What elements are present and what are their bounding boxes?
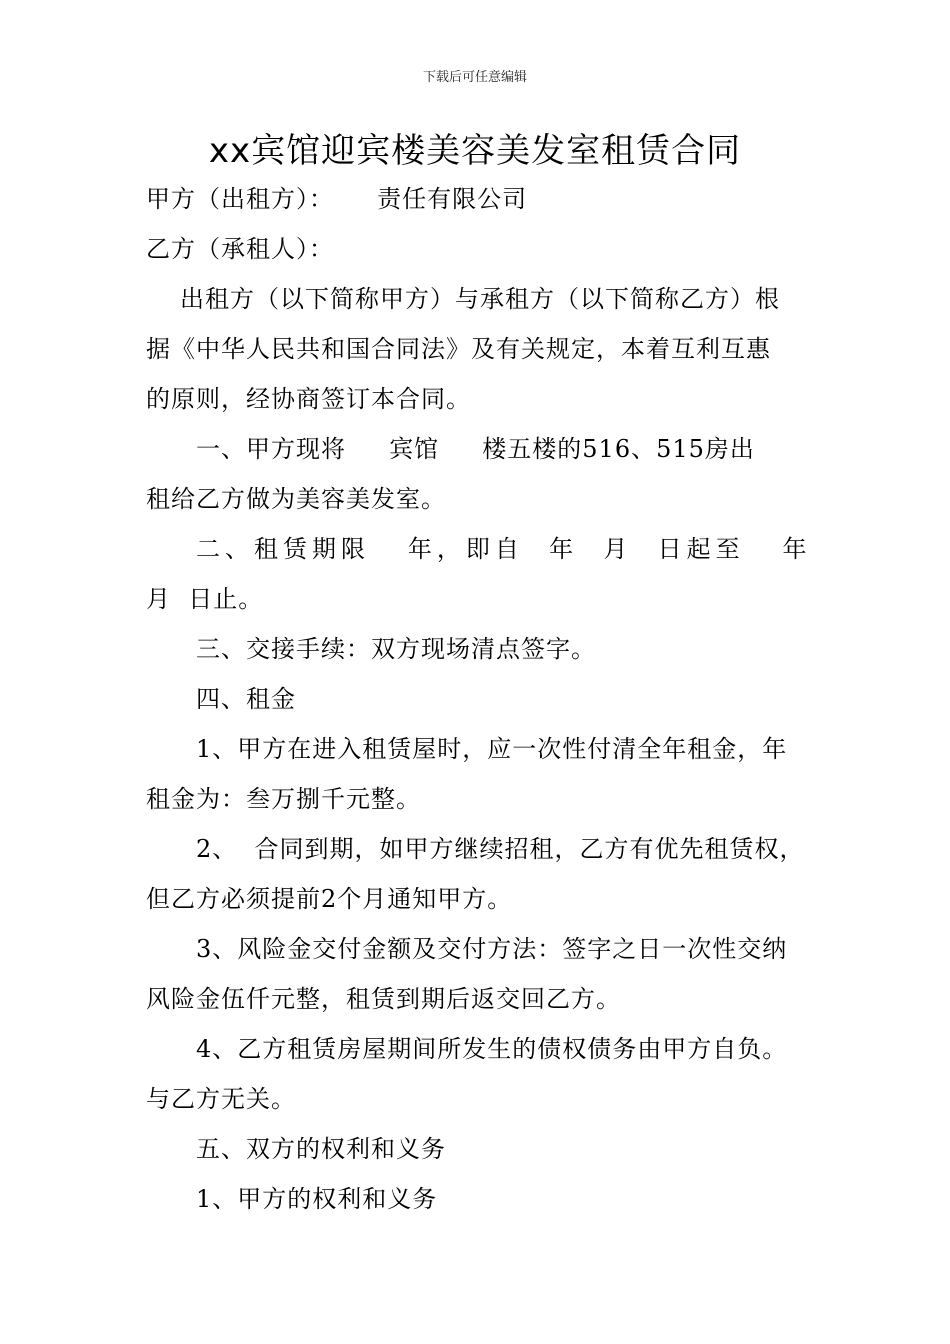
rent-item-2-line-2: 但乙方必须提前2个月通知甲方。 xyxy=(146,885,513,913)
rent-item-3-line-1: 3、风险金交付金额及交付方法：签字之日一次性交纳 xyxy=(196,935,788,963)
header-note: 下载后可任意编辑 xyxy=(422,70,527,85)
clause-2-line-1: 二、租赁期限 年，即自 年 月 日起至 年 xyxy=(196,535,812,563)
clause-1-line-2: 租给乙方做为美容美发室。 xyxy=(146,485,446,513)
rent-item-2-line-1: 2、 合同到期，如甲方继续招租，乙方有优先租赁权， xyxy=(196,835,805,863)
clause-3-line: 三、交接手续：双方现场清点签字。 xyxy=(196,635,596,663)
clause-5-item-1: 1、甲方的权利和义务 xyxy=(196,1185,438,1213)
rent-item-3-line-2: 风险金伍仟元整，租赁到期后返交回乙方。 xyxy=(146,985,621,1013)
rent-item-4-line-1: 4、乙方租赁房屋期间所发生的债权债务由甲方自负。 xyxy=(196,1035,788,1063)
clause-2-line-2: 月 日止。 xyxy=(146,585,264,613)
party-a-line: 甲方（出租方）： 责任有限公司 xyxy=(146,185,528,213)
rent-item-1-line-1: 1、甲方在进入租赁屋时，应一次性付清全年租金，年 xyxy=(196,735,788,763)
rent-item-4-line-2: 与乙方无关。 xyxy=(146,1085,296,1113)
clause-5-heading: 五、双方的权利和义务 xyxy=(196,1135,446,1163)
document-title: xx宾馆迎宾楼美容美发室租赁合同 xyxy=(208,131,742,171)
intro-paragraph-line-3: 的原则，经协商签订本合同。 xyxy=(146,385,471,413)
party-b-line: 乙方（承租人）： xyxy=(146,235,334,263)
intro-paragraph-line-1: 出租方（以下简称甲方）与承租方（以下简称乙方）根 xyxy=(180,285,780,313)
clause-1-line-1: 一、甲方现将 宾馆 楼五楼的516、515房出 xyxy=(196,435,755,463)
intro-paragraph-line-2: 据《中华人民共和国合同法》及有关规定，本着互利互惠 xyxy=(146,335,771,363)
rent-item-1-line-2: 租金为：叁万捌千元整。 xyxy=(146,785,421,813)
clause-4-heading: 四、租金 xyxy=(196,685,296,713)
